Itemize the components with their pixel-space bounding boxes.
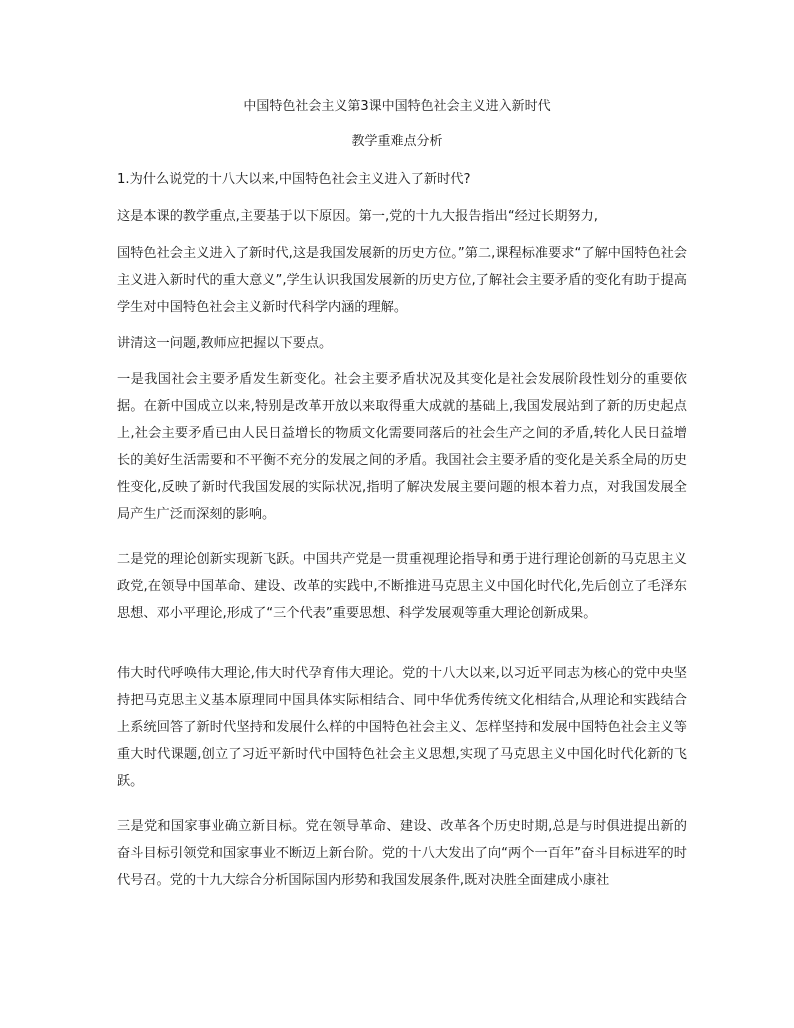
point-three-paragraph: 三是党和国家事业确立新目标。党在领导革命、建设、改革各个历史时期,总是与时俱进提出新的奋斗目标引领党和国家事业不断迈上新台阶。党的十八大发出了向“两个一百年”奋斗目标进军的时代号召。党的十九大综合分析国际国内形势和我国发展条件,既对决胜全面建成小康社 [117, 819, 687, 888]
point-two-paragraph: 二是党的理论创新实现新飞跃。中国共产党是一贯重视理论指导和勇于进行理论创新的马克思主义政党,在领导中国革命、建设、改革的实践中,不断推进马克思主义中国化时代化,先后创立了毛泽东思想、邓小平理论,形成了“三个代表”重要思想、科学发展观等重大理论创新成果。 [117, 552, 687, 621]
intro-paragraph-line1: 这是本课的教学重点,主要基于以下原因。第一,党的十九大报告指出“经过长期努力, [117, 209, 598, 224]
document-title: 中国特色社会主义第3课中国特色社会主义进入新时代 [243, 99, 551, 114]
question-heading: 1.为什么说党的十八大以来,中国特色社会主义进入了新时代? [117, 172, 471, 187]
lead-sentence: 讲清这一问题,教师应把握以下要点。 [117, 336, 333, 351]
intro-paragraph-rest: 国特色社会主义进入了新时代,这是我国发展新的历史方位。”第二,课程标准要求“了解中国特色社会主义进入新时代的重大意义”,学生认识我国发展新的历史方位,了解社会主要矛盾的变化有助于提高学生对中国特色社会主义新时代科学内涵的理解。 [117, 246, 687, 315]
point-two-continued-paragraph: 伟大时代呼唤伟大理论,伟大时代孕育伟大理论。党的十八大以来,以习近平同志为核心的党中央坚持把马克思主义基本原理同中国具体实际相结合、同中华优秀传统文化相结合,从理论和实践结合上系统回答了新时代坚持和发展什么样的中国特色社会主义、怎样坚持和发展中国特色社会主义等重大时代课题,创立了习近平新时代中国特色社会主义思想,实现了马克思主义中国化时代化新的飞跃。 [117, 666, 687, 789]
point-one-paragraph: 一是我国社会主要矛盾发生新变化。社会主要矛盾状况及其变化是社会发展阶段性划分的重要依据。在新中国成立以来,特别是改革开放以来取得重大成就的基础上,我国发展站到了新的历史起点上,社会主要矛盾已由人民日益增长的物质文化需要同落后的社会生产之间的矛盾,转化人民日益增长的美好生活需要和不平衡不充分的发展之间的矛盾。我国社会主要矛盾的变化是关系全局的历史性变化,反映了新时代我国发展的实际状况,指明了解决发展主要问题的根本着力点，对我国发展全局产生广泛而深刻的影响。 [117, 372, 687, 522]
document-subtitle: 教学重难点分析 [351, 134, 443, 149]
